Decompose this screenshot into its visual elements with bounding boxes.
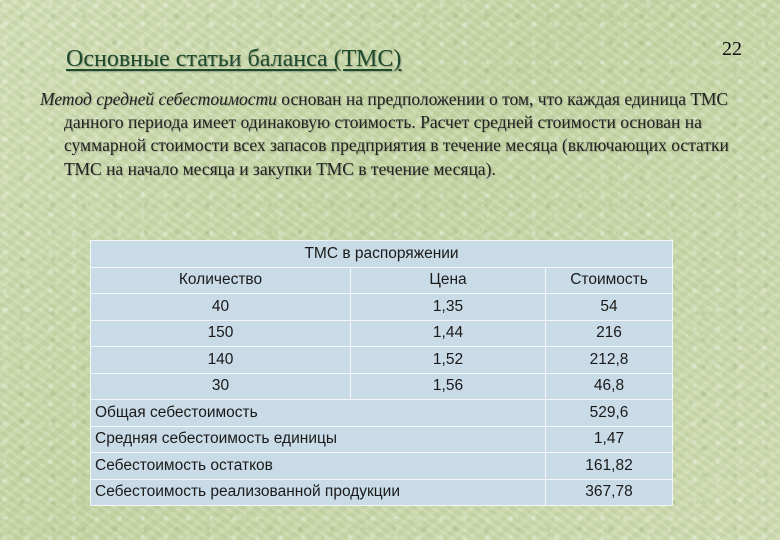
- table-row: [91, 373, 673, 400]
- summary-value: 1,47: [546, 426, 673, 453]
- page-number: 22: [722, 38, 742, 60]
- cost-cell: 54: [546, 294, 673, 321]
- summary-value: 161,82: [546, 453, 673, 480]
- method-description: основан на предположении о том, что каждая единица ТМС данного периода имеет одинаковую стоимость. Расчет средней стоимости основан на суммарной стоимости всех запасов предприятия в течение месяца (включающих остатки ТМС на начало месяца и закупки ТМС в течение месяца).: [64, 89, 729, 179]
- quantity-cell: 30: [91, 373, 351, 400]
- price-cell: 1,44: [351, 320, 546, 347]
- table-row: [91, 294, 673, 321]
- body-paragraph: [40, 88, 769, 181]
- summary-row-average-unit-cost: [91, 426, 673, 453]
- column-header-row: [91, 267, 673, 294]
- summary-value: 367,78: [546, 479, 673, 506]
- summary-label: Средняя себестоимость единицы: [91, 426, 546, 453]
- quantity-cell: 150: [91, 320, 351, 347]
- price-cell: 1,56: [351, 373, 546, 400]
- table-header: ТМС в распоряжении: [91, 241, 673, 268]
- summary-row-total-cost: [91, 400, 673, 427]
- quantity-cell: 140: [91, 347, 351, 374]
- price-cell: 1,52: [351, 347, 546, 374]
- summary-row-ending-inventory: [91, 453, 673, 480]
- column-header-quantity: Количество: [91, 267, 351, 294]
- summary-label: Себестоимость реализованной продукции: [91, 479, 546, 506]
- summary-row-cost-of-goods-sold: [91, 479, 673, 506]
- summary-value: 529,6: [546, 400, 673, 427]
- price-cell: 1,35: [351, 294, 546, 321]
- summary-label: Себестоимость остатков: [91, 453, 546, 480]
- cost-cell: 46,8: [546, 373, 673, 400]
- table-row: [91, 320, 673, 347]
- table-row: [91, 347, 673, 374]
- quantity-cell: 40: [91, 294, 351, 321]
- summary-label: Общая себестоимость: [91, 400, 546, 427]
- inventory-table: [90, 240, 673, 506]
- column-header-price: Цена: [351, 267, 546, 294]
- cost-cell: 216: [546, 320, 673, 347]
- slide-title: Основные статьи баланса (ТМС): [66, 46, 402, 72]
- method-name: Метод средней себестоимости: [40, 89, 277, 109]
- table-header-row: [91, 241, 673, 268]
- cost-cell: 212,8: [546, 347, 673, 374]
- column-header-cost: Стоимость: [546, 267, 673, 294]
